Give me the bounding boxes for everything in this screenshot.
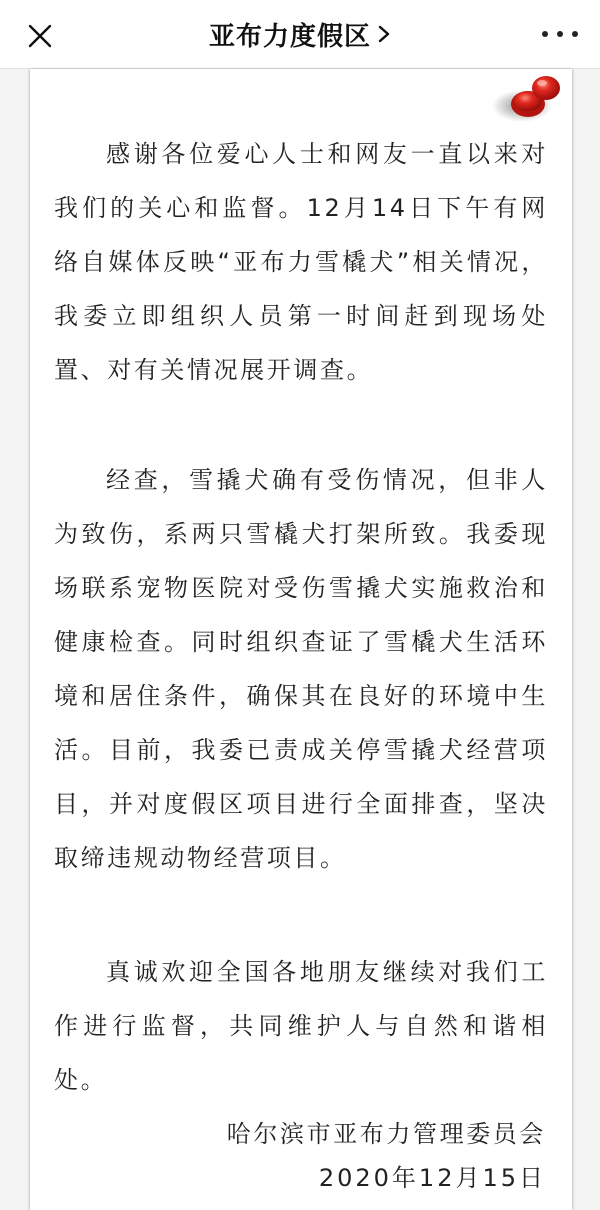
more-dots-icon	[542, 31, 548, 37]
notice-paragraph: 经查，雪撬犬确有受伤情况，但非人为致伤，系两只雪橇犬打架所致。我委现场联系宠物医院对受伤雪撬犬实施救治和健康检查。同时组织查证了雪橇犬生活环境和居住条件，确保其在良好的环境中生活。目前，我委已责成关停雪撬犬经营项目，并对度假区项目进行全面排查，坚决取缔违规动物经营项目。	[54, 466, 548, 872]
nav-title-area	[0, 0, 600, 68]
notice-paragraph: 感谢各位爱心人士和网友一直以来对我们的关心和监督。12月14日下午有网络自媒体反映“亚布力雪橇犬”相关情况，我委立即组织人员第一时间赶到现场处置、对有关情况展开调查。	[54, 140, 548, 384]
more-dots-icon	[557, 31, 563, 37]
chevron-right-icon[interactable]	[377, 24, 391, 44]
notice-paragraph: 真诚欢迎全国各地朋友继续对我们工作进行监督，共同维护人与自然和谐相处。	[54, 958, 548, 1094]
more-dots-icon	[572, 31, 578, 37]
push-pin-icon	[480, 66, 580, 136]
top-nav-bar	[0, 0, 600, 69]
signature-date: 2020年12月15日	[318, 1164, 546, 1192]
more-options-button[interactable]	[542, 22, 578, 46]
signature-organization: 哈尔滨市亚布力管理委员会	[226, 1120, 546, 1148]
account-title[interactable]: 亚布力度假区	[208, 21, 371, 52]
